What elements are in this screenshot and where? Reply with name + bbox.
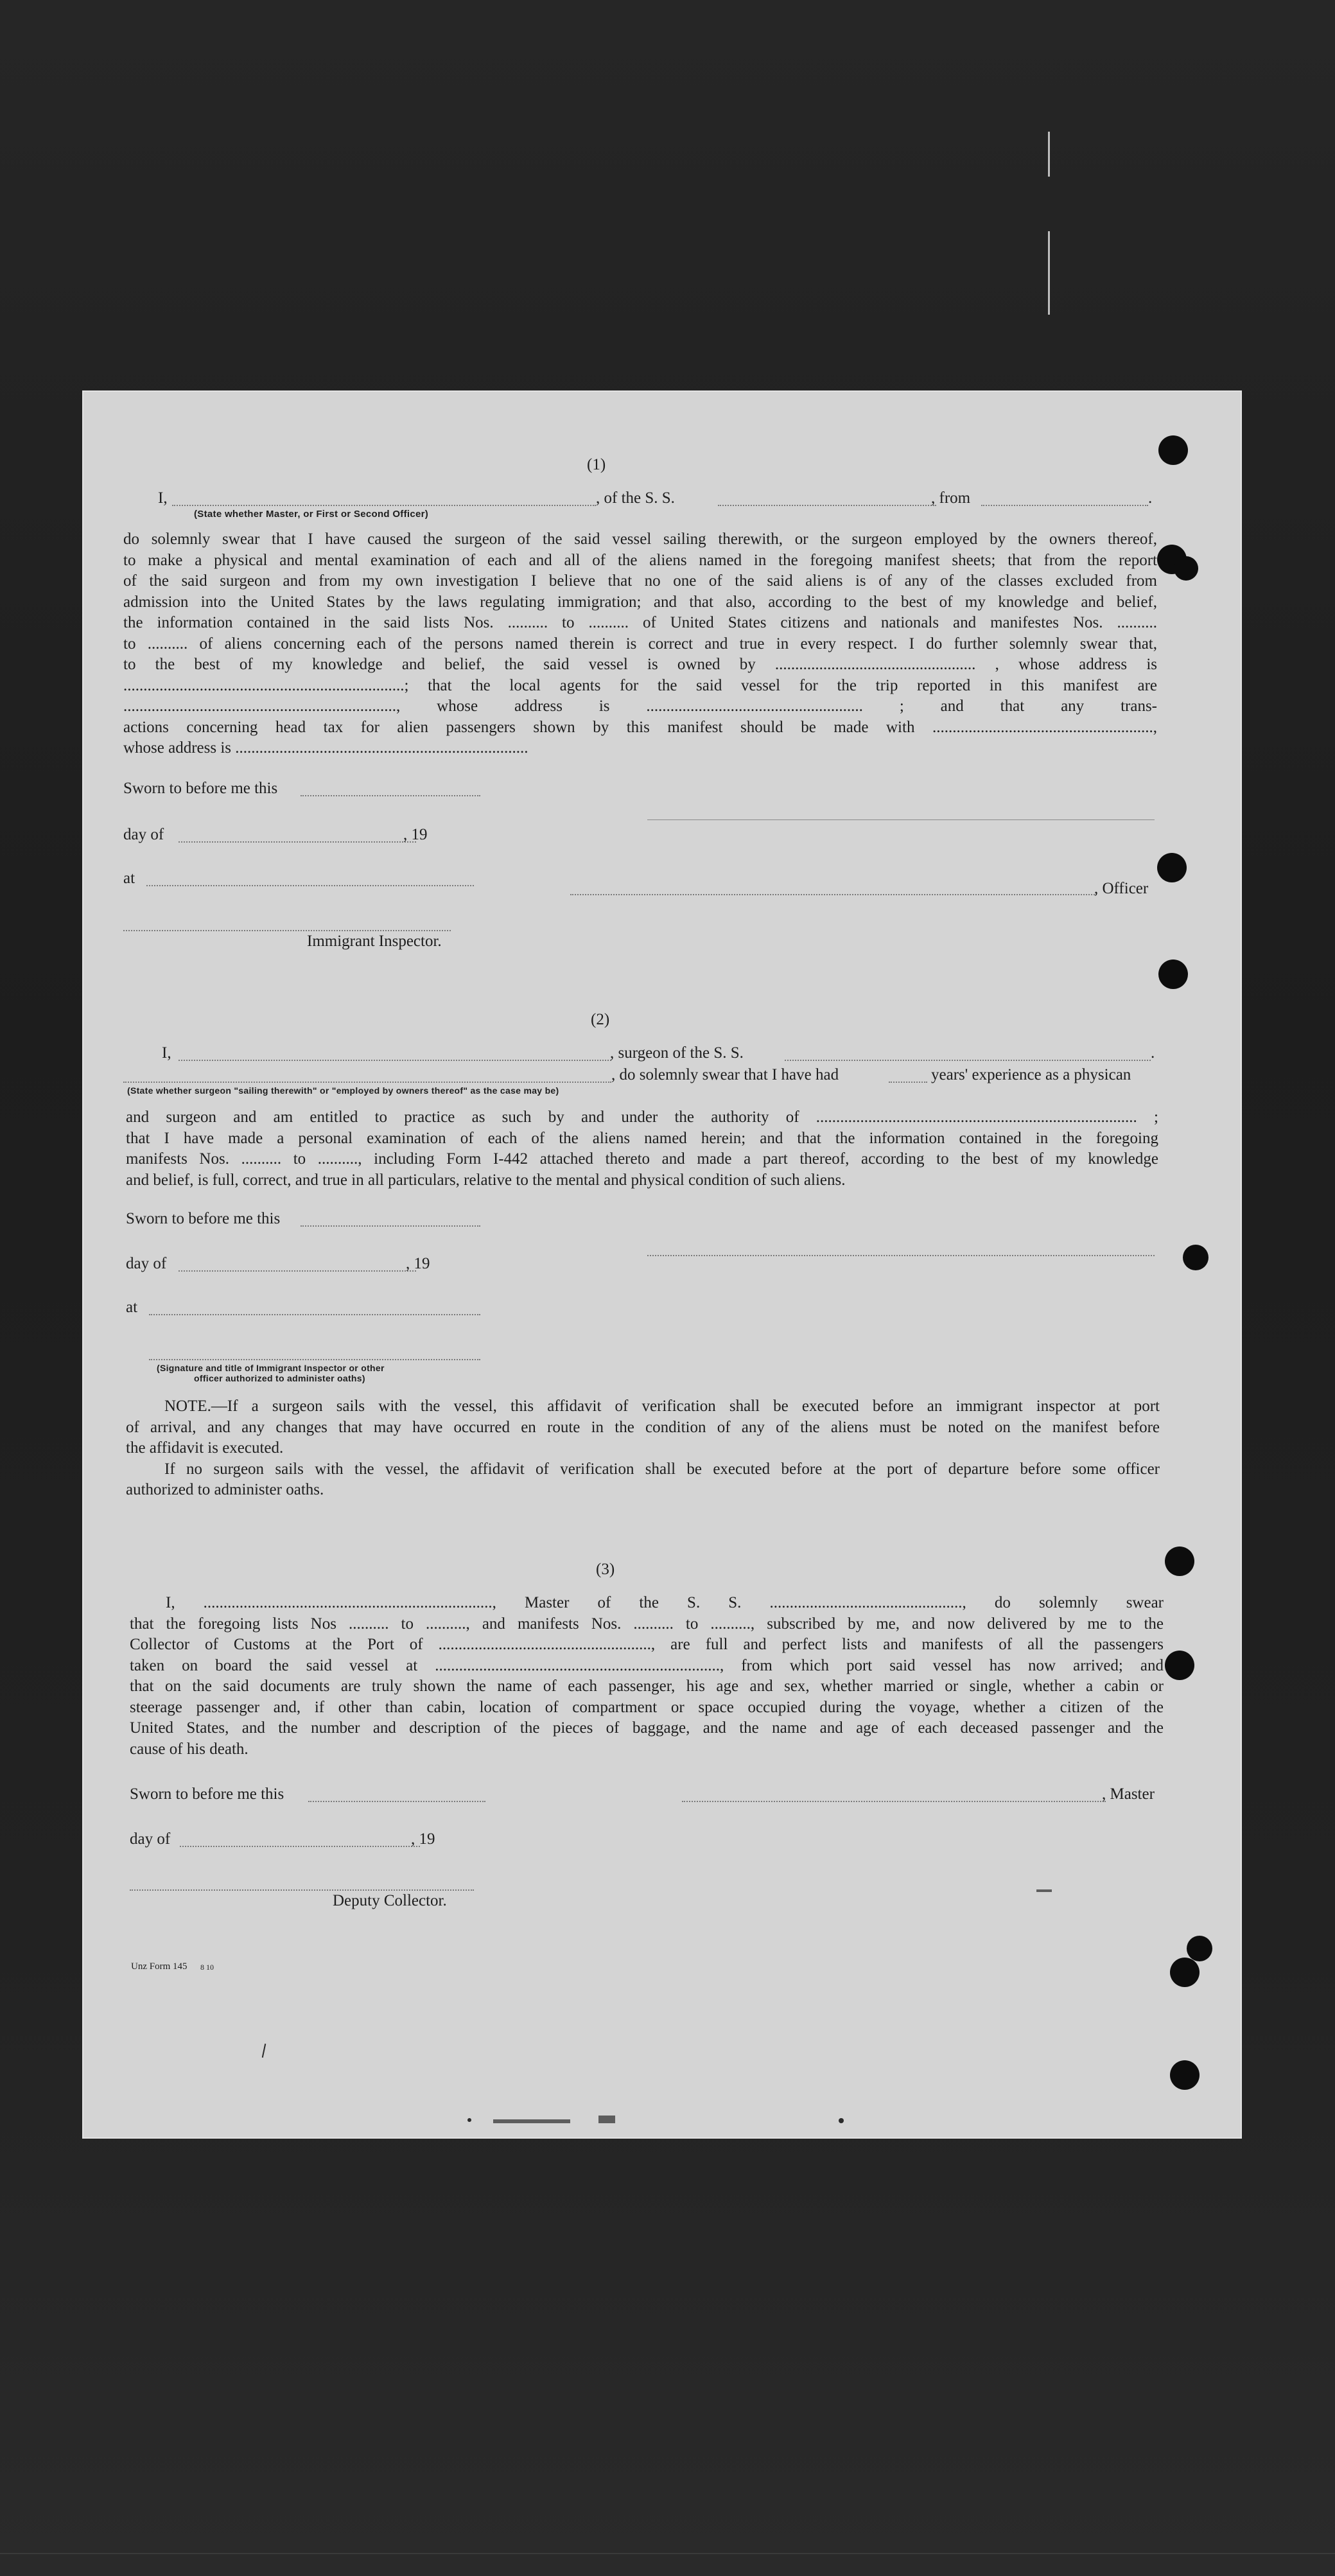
oath-line: do solemnly swear that I have caused the surgeon of the said vessel sailing therewith, or the surgeon employed by the owners thereof, xyxy=(123,530,1157,548)
signature-line[interactable] xyxy=(647,819,1155,820)
sworn-date-field[interactable] xyxy=(301,1225,480,1227)
scan-mark xyxy=(467,2118,471,2122)
punch-hole xyxy=(1165,1546,1194,1576)
line-end: . xyxy=(1151,1044,1155,1062)
line-end: . xyxy=(1148,489,1153,507)
place-field[interactable] xyxy=(146,885,474,886)
oath-line: of the said surgeon and from my own investigation I believe that no one of the said aliens is of any of the classes excluded from xyxy=(123,572,1157,590)
oath-line: United States, and the number and description of the pieces of baggage, and the name and age of each deceased passenger and the xyxy=(130,1719,1164,1737)
note-line: NOTE.—If a surgeon sails with the vessel, this affidavit of verification shall be executed before an immigrant inspector at port xyxy=(164,1398,1160,1415)
of-ss-label: , of the S. S. xyxy=(596,489,675,507)
affiant-i: I, xyxy=(162,1044,171,1062)
officer-note: (State whether Master, or First or Second Officer) xyxy=(194,509,429,520)
sworn-label: Sworn to before me this xyxy=(126,1210,281,1227)
film-mark xyxy=(1048,231,1050,315)
scan-mark xyxy=(493,2119,570,2123)
signature-note: officer authorized to administer oaths) xyxy=(194,1373,365,1383)
day-of-label: day of xyxy=(123,826,164,843)
vessel-field[interactable] xyxy=(785,1060,1151,1061)
oath-line: steerage passenger and, if other than cabin, location of compartment or space occupied during the voyage, whether a citizen of the xyxy=(130,1698,1164,1716)
film-mark xyxy=(0,2553,1335,2554)
punch-hole xyxy=(1158,435,1188,465)
scan-mark xyxy=(262,2044,266,2058)
at-label: at xyxy=(126,1299,138,1316)
oath-line: Collector of Customs at the Port of ....................................................., are full and perfect lists and manifests of all the passengers xyxy=(130,1636,1164,1653)
years-field[interactable] xyxy=(889,1082,927,1083)
oath-line: to the best of my knowledge and belief, the said vessel is owned by .................................................. , whose address is xyxy=(123,656,1157,673)
oath-line: and belief, is full, correct, and true in all particulars, relative to the mental and physical condition of such aliens. xyxy=(126,1171,846,1189)
section-1-number: (1) xyxy=(587,456,606,473)
officer-signature-field[interactable] xyxy=(570,894,1097,895)
oath-line: ......................................................................; that the local agents for the said vessel for the trip reported in this manifest are xyxy=(123,676,1157,694)
punch-hole xyxy=(1187,1936,1212,1961)
day-field[interactable] xyxy=(179,841,416,843)
oath-line: I, ........................................................................, Master of the S. S. ................................................, do solemnly swear xyxy=(166,1594,1164,1611)
oath-line: taken on board the said vessel at ......................................................................., from which port said vessel has now arrived; and xyxy=(130,1656,1164,1674)
affiant-i: I, xyxy=(158,489,168,507)
punch-hole xyxy=(1158,959,1188,989)
section-3-oath xyxy=(130,1593,1164,1760)
punch-hole xyxy=(1183,1245,1208,1270)
oath-line: admission into the United States by the laws regulating immigration; and that also, according to the best of my knowledge and belief, xyxy=(123,593,1157,611)
oath-line: to make a physical and mental examination of each and all of the aliens named in the foregoing manifest sheets; that from the report xyxy=(123,551,1157,569)
scan-mark xyxy=(839,2118,844,2123)
sworn-label: Sworn to before me this xyxy=(130,1785,284,1803)
form-code: 8 10 xyxy=(200,1963,214,1972)
document-page xyxy=(82,390,1242,2139)
day-of-label: day of xyxy=(126,1255,167,1272)
signature-note: (Signature and title of Immigrant Inspector or other xyxy=(157,1363,385,1373)
oath-line: that the foregoing lists Nos .......... to .........., and manifests Nos. .......... to .........., subscribed by me, and now delivered by me to the xyxy=(130,1615,1164,1633)
port-field[interactable] xyxy=(981,505,1148,506)
surgeon-signature-field[interactable] xyxy=(647,1255,1155,1256)
oath-line: and surgeon and am entitled to practice as such by and under the authority of ................................................................................ ; xyxy=(126,1108,1158,1126)
at-label: at xyxy=(123,870,135,887)
oath-line: cause of his death. xyxy=(130,1740,249,1758)
surgeon-note: (State whether surgeon "sailing therewith" or "employed by owners thereof" as the case may be) xyxy=(127,1085,559,1096)
year-label: , 19 xyxy=(406,1255,430,1272)
punch-hole xyxy=(1157,853,1187,882)
surgeon-type-field[interactable] xyxy=(123,1082,611,1083)
scan-mark xyxy=(598,2116,615,2123)
place-field[interactable] xyxy=(149,1314,480,1315)
punch-hole xyxy=(1170,1958,1200,1987)
form-number: Unz Form 145 xyxy=(131,1961,188,1972)
years-label: years' experience as a physican xyxy=(931,1066,1131,1083)
section-3-number: (3) xyxy=(596,1561,615,1578)
day-of-label: day of xyxy=(130,1830,171,1848)
oath-line: that I have made a personal examination of each of the aliens named herein; and that the information contained in the foregoing xyxy=(126,1129,1158,1147)
day-field[interactable] xyxy=(179,1270,416,1272)
oath-line: the information contained in the said lists Nos. .......... to .......... of United States citizens and nationals and manifestes Nos. .......... xyxy=(123,614,1157,631)
note-line: authorized to administer oaths. xyxy=(126,1481,324,1498)
film-mark xyxy=(1048,132,1050,177)
section-1-oath xyxy=(123,529,1157,759)
officer-label: , Officer xyxy=(1094,880,1149,897)
inspector-signature-field[interactable] xyxy=(149,1359,480,1360)
oath-line: whose address is ......................................................................... xyxy=(123,739,528,757)
swear-label: , do solemnly swear that I have had xyxy=(611,1066,839,1083)
oath-line: actions concerning head tax for alien passengers shown by this manifest should be made with ......................................................., xyxy=(123,718,1157,736)
master-label: , Master xyxy=(1102,1785,1155,1803)
punch-hole xyxy=(1165,1651,1194,1680)
year-label: , 19 xyxy=(411,1830,435,1848)
section-2-oath xyxy=(126,1107,1158,1191)
sworn-date-field[interactable] xyxy=(301,795,480,796)
surgeon-name-field[interactable] xyxy=(179,1060,611,1061)
section-2-number: (2) xyxy=(591,1011,610,1028)
note-line: the affidavit is executed. xyxy=(126,1439,284,1457)
from-label: , from xyxy=(931,489,971,507)
oath-line: to .......... of aliens concerning each of the persons named therein is correct and true in every respect. I do further solemnly swear that, xyxy=(123,635,1157,653)
inspector-label: Immigrant Inspector. xyxy=(307,933,442,950)
master-signature-field[interactable] xyxy=(682,1801,1106,1802)
scan-mark xyxy=(1036,1889,1052,1892)
name-field[interactable] xyxy=(172,505,596,506)
surgeon-of-label: , surgeon of the S. S. xyxy=(610,1044,744,1062)
sworn-date-field[interactable] xyxy=(308,1801,485,1802)
vessel-field[interactable] xyxy=(718,505,936,506)
note-line: of arrival, and any changes that may have occurred en route in the condition of any of the aliens must be noted on the manifest before xyxy=(126,1418,1160,1436)
oath-line: ...................................................................., whose address is ...................................................... ; and that any trans- xyxy=(123,697,1157,715)
sworn-label: Sworn to before me this xyxy=(123,780,278,797)
note-line: If no surgeon sails with the vessel, the affidavit of verification shall be executed before at the port of departure before some officer xyxy=(164,1460,1160,1478)
punch-hole xyxy=(1170,2060,1200,2090)
oath-line: that on the said documents are truly shown the name of each passenger, his age and sex, whether married or single, whether a cabin or xyxy=(130,1678,1164,1695)
day-field[interactable] xyxy=(180,1846,420,1847)
punch-hole xyxy=(1174,556,1198,581)
collector-label: Deputy Collector. xyxy=(333,1892,447,1909)
year-label: , 19 xyxy=(403,826,428,843)
oath-line: manifests Nos. .......... to .........., including Form I-442 attached thereto and made a part thereof, according to the best of my knowledge xyxy=(126,1150,1158,1168)
surgeon-note-paragraph xyxy=(126,1396,1160,1501)
